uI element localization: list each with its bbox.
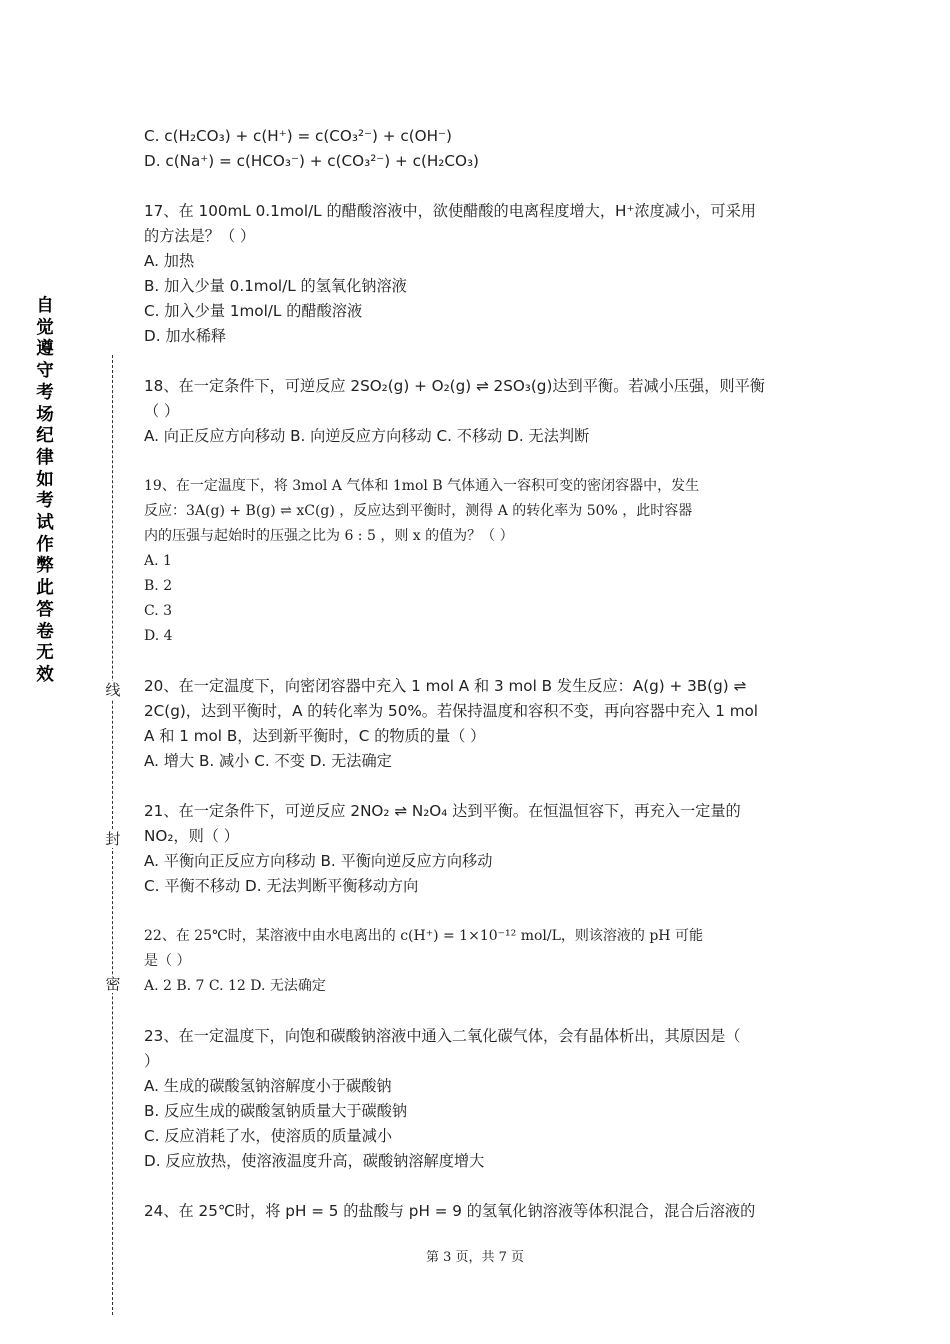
- q16-option-c: C. c(H₂CO₃) + c(H⁺) = c(CO₃²⁻) + c(OH⁻): [144, 127, 452, 145]
- question-22: [144, 924, 814, 999]
- q17-stem-line-2: 的方法是？（ ）: [144, 227, 256, 245]
- q21-stem-line-2: NO₂，则（ ）: [144, 827, 239, 845]
- q23-option-b: B. 反应生成的碳酸氢钠质量大于碳酸钠: [144, 1102, 408, 1120]
- question-content: [144, 124, 814, 1224]
- q18-stem-line-1: 18、在一定条件下，可逆反应 2SO₂(g) + O₂(g) ⇌ 2SO₃(g)达到平衡。若减小压强，则平衡: [144, 377, 765, 395]
- q19-option-d: D. 4: [144, 628, 173, 644]
- question-17: [144, 199, 814, 349]
- q20-stem-line-3: A 和 1 mol B，达到新平衡时，C 的物质的量（ ）: [144, 727, 486, 745]
- q22-stem-line-2: 是（ ）: [144, 953, 191, 969]
- q24-stem-line-1: 24、在 25℃时，将 pH = 5 的盐酸与 pH = 9 的氢氧化钠溶液等体积混合，混合后溶液的: [144, 1202, 756, 1220]
- q20-stem-line-2: 2C(g)，达到平衡时，A 的转化率为 50%。若保持温度和容积不变，再向容器中充入 1 mol: [144, 702, 758, 720]
- question-23: [144, 1024, 814, 1174]
- q16-option-d: D. c(Na⁺) = c(HCO₃⁻) + c(CO₃²⁻) + c(H₂CO₃): [144, 152, 479, 170]
- q23-stem-line-2: ）: [144, 1052, 160, 1070]
- q21-stem-line-1: 21、在一定条件下，可逆反应 2NO₂ ⇌ N₂O₄ 达到平衡。在恒温恒容下，再充入一定量的: [144, 802, 741, 820]
- page-number-footer: 第 3 页，共 7 页: [425, 1250, 525, 1265]
- q18-stem-line-2: （ ）: [144, 402, 180, 420]
- question-24: [144, 1199, 814, 1224]
- q17-option-d: D. 加水稀释: [144, 327, 227, 345]
- q21-options-line-2: C. 平衡不移动 D. 无法判断平衡移动方向: [144, 877, 419, 895]
- q19-stem-line-1: 19、在一定温度下，将 3mol A 气体和 1mol B 气体通入一容积可变的密闭容器中，发生: [144, 478, 700, 494]
- binding-mark-seal: 封: [105, 830, 121, 848]
- question-16-tail: [144, 124, 814, 174]
- q17-option-c: C. 加入少量 1mol/L 的醋酸溶液: [144, 302, 363, 320]
- q19-stem-line-2: 反应：3A(g) + B(g) ⇌ xC(g) ，反应达到平衡时，测得 A 的转化率为 50% ，此时容器: [144, 503, 693, 519]
- exam-discipline-notice: 自觉遵守考场纪律如考试作弊此答卷无效: [36, 296, 54, 685]
- q19-option-b: B. 2: [144, 578, 173, 594]
- q21-options-line-1: A. 平衡向正反应方向移动 B. 平衡向逆反应方向移动: [144, 852, 493, 870]
- q17-option-a: A. 加热: [144, 252, 195, 270]
- question-20: [144, 674, 814, 774]
- question-18: [144, 374, 814, 449]
- q20-options: A. 增大 B. 减小 C. 不变 D. 无法确定: [144, 752, 392, 770]
- q23-option-a: A. 生成的碳酸氢钠溶解度小于碳酸钠: [144, 1077, 392, 1095]
- q17-stem-line-1: 17、在 100mL 0.1mol/L 的醋酸溶液中，欲使醋酸的电离程度增大，H⁺浓度减小，可采用: [144, 202, 756, 220]
- q23-stem-line-1: 23、在一定温度下，向饱和碳酸钠溶液中通入二氧化碳气体，会有晶体析出，其原因是（: [144, 1027, 741, 1045]
- q22-stem-line-1: 22、在 25℃时，某溶液中由水电离出的 c(H⁺) = 1×10⁻¹² mol/L，则该溶液的 pH 可能: [144, 928, 703, 944]
- q20-stem-line-1: 20、在一定温度下，向密闭容器中充入 1 mol A 和 3 mol B 发生反应：A(g) + 3B(g) ⇌: [144, 677, 747, 695]
- q19-option-a: A. 1: [144, 553, 172, 569]
- q23-option-c: C. 反应消耗了水，使溶质的质量减小: [144, 1127, 393, 1145]
- q23-option-d: D. 反应放热，使溶液温度升高，碳酸钠溶解度增大: [144, 1152, 485, 1170]
- binding-mark-line: 线: [105, 681, 121, 699]
- question-19: [144, 474, 814, 649]
- question-21: [144, 799, 814, 899]
- q19-stem-line-3: 内的压强与起始时的压强之比为 6 : 5 ，则 x 的值为？（ ）: [144, 528, 514, 544]
- q18-options: A. 向正反应方向移动 B. 向逆反应方向移动 C. 不移动 D. 无法判断: [144, 427, 590, 445]
- q17-option-b: B. 加入少量 0.1mol/L 的氢氧化钠溶液: [144, 277, 407, 295]
- q19-option-c: C. 3: [144, 603, 173, 619]
- binding-mark-close: 密: [105, 975, 121, 993]
- q22-options: A. 2 B. 7 C. 12 D. 无法确定: [144, 978, 326, 994]
